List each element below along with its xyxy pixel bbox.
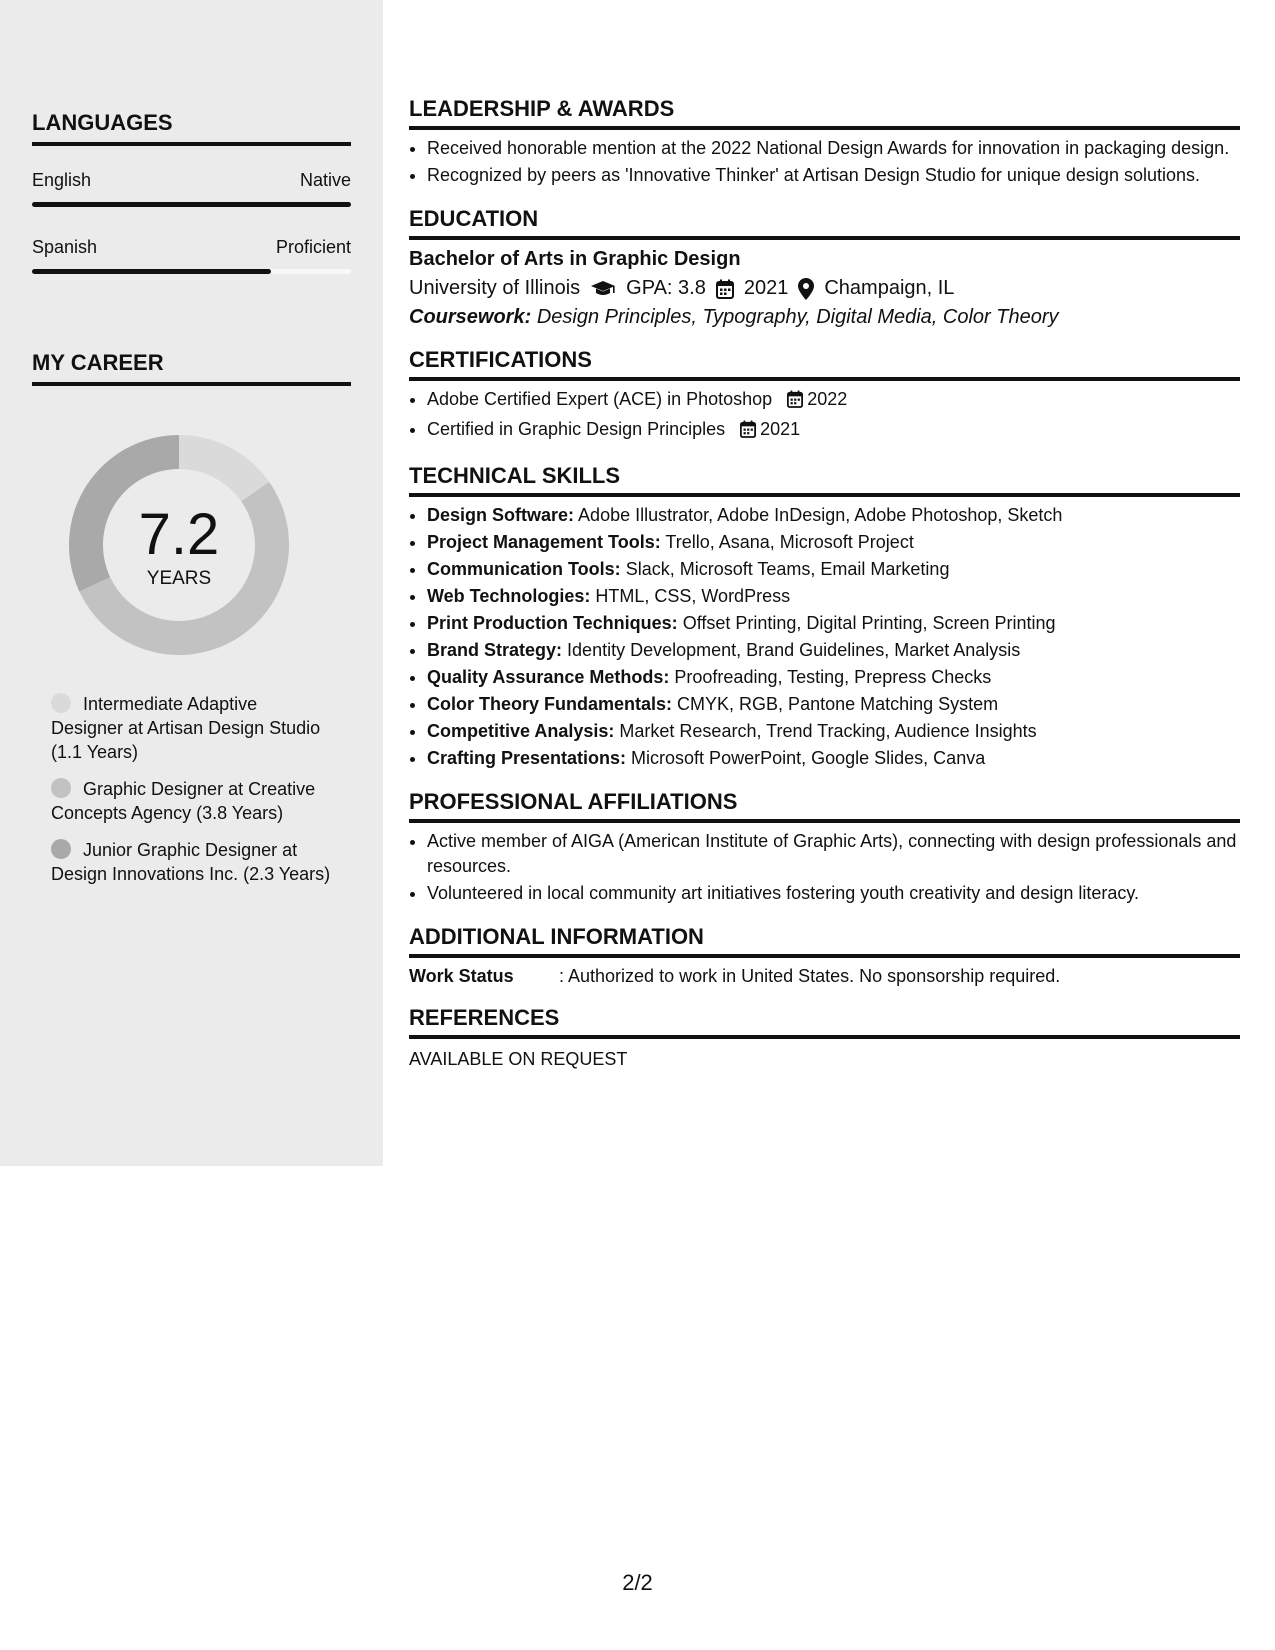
- sidebar: [0, 0, 383, 1166]
- list-item: [427, 611, 1240, 636]
- certifications-list: [409, 387, 1240, 445]
- work-status-label: Work Status: [409, 966, 514, 986]
- education-heading: EDUCATION: [409, 206, 1240, 240]
- skill-value: Slack, Microsoft Teams, Email Marketing: [625, 559, 950, 579]
- skill-label: Design Software:: [427, 505, 575, 525]
- certification-year: 2021: [760, 419, 801, 439]
- calendar-icon: [740, 420, 756, 445]
- skills-heading: TECHNICAL SKILLS: [409, 463, 1240, 497]
- education-section: [409, 206, 1240, 329]
- donut-center: [64, 430, 294, 660]
- skill-label: Print Production Techniques:: [427, 613, 678, 633]
- education-gpa: GPA: 3.8: [626, 277, 706, 299]
- certification-name: Certified in Graphic Design Principles: [427, 419, 726, 439]
- skill-label: Brand Strategy:: [427, 640, 563, 660]
- list-item: [427, 557, 1240, 582]
- education-year: 2021: [743, 277, 789, 299]
- certifications-heading: CERTIFICATIONS: [409, 347, 1240, 381]
- skill-label: Color Theory Fundamentals:: [427, 694, 673, 714]
- certification-year: 2022: [807, 389, 848, 409]
- legend-label: Graphic Designer at Creative Concepts Agency (3.8 Years): [51, 779, 316, 823]
- affiliations-section: [409, 789, 1240, 906]
- affiliations-heading: PROFESSIONAL AFFILIATIONS: [409, 789, 1240, 823]
- skill-label: Project Management Tools:: [427, 532, 661, 552]
- education-coursework: [409, 306, 1240, 329]
- affiliations-list: [409, 829, 1240, 906]
- certification-name: Adobe Certified Expert (ACE) in Photoshop: [427, 389, 773, 409]
- work-status-row: [409, 966, 1240, 987]
- leadership-list: [409, 136, 1240, 188]
- career-total-years: 7.2: [138, 502, 220, 567]
- list-item: • Active member of AIGA (American Institute of Graphic Arts), connecting with design professionals and resources.: [427, 829, 1240, 879]
- language-item-english: [32, 170, 351, 207]
- location-pin-icon: [798, 278, 814, 300]
- skill-value: Trello, Asana, Microsoft Project: [665, 532, 914, 552]
- list-item: • Volunteered in local community art initiatives fostering youth creativity and design literacy.: [427, 881, 1240, 906]
- language-proficiency-bar: [32, 269, 351, 274]
- leadership-section: [409, 96, 1240, 188]
- page-number: 2/2: [622, 1570, 653, 1595]
- list-item: • Received honorable mention at the 2022 National Design Awards for innovation in packaging design.: [427, 136, 1240, 161]
- legend-dot: [51, 778, 71, 798]
- skill-label: Competitive Analysis:: [427, 721, 615, 741]
- legend-item: [51, 777, 331, 825]
- language-proficiency-fill: [32, 269, 271, 274]
- list-item: [427, 746, 1240, 771]
- career-section: [32, 350, 351, 386]
- education-location: Champaign, IL: [824, 277, 955, 299]
- skill-label: Web Technologies:: [427, 586, 591, 606]
- language-item-spanish: [32, 237, 351, 274]
- skill-value: Microsoft PowerPoint, Google Slides, Canva: [631, 748, 986, 768]
- legend-dot: [51, 839, 71, 859]
- legend-item: [51, 838, 331, 886]
- legend-item: [51, 692, 331, 764]
- list-item: [427, 692, 1240, 717]
- education-details: [409, 277, 1240, 300]
- list-item: • Recognized by peers as 'Innovative Thinker' at Artisan Design Studio for unique design solutions.: [427, 163, 1240, 188]
- main-content: [409, 96, 1240, 1088]
- skill-value: Market Research, Trend Tracking, Audience Insights: [619, 721, 1037, 741]
- education-school: University of Illinois: [409, 277, 581, 299]
- calendar-icon: [716, 279, 734, 299]
- legend-dot: [51, 693, 71, 713]
- references-section: [409, 1005, 1240, 1070]
- additional-info-section: [409, 924, 1240, 987]
- legend-label: Junior Graphic Designer at Design Innovations Inc. (2.3 Years): [51, 840, 331, 884]
- language-name: Spanish: [32, 237, 98, 257]
- coursework-label: Coursework:: [409, 306, 532, 328]
- list-item: [427, 503, 1240, 528]
- skills-section: [409, 463, 1240, 771]
- skill-label: Crafting Presentations:: [427, 748, 627, 768]
- list-item: [427, 530, 1240, 555]
- skill-value: Offset Printing, Digital Printing, Screen Printing: [682, 613, 1056, 633]
- career-legend: [51, 692, 331, 899]
- skill-value: Adobe Illustrator, Adobe InDesign, Adobe Photoshop, Sketch: [578, 505, 1063, 525]
- career-donut-chart: [64, 430, 294, 660]
- skill-value: Identity Development, Brand Guidelines, Market Analysis: [567, 640, 1021, 660]
- references-text: AVAILABLE ON REQUEST: [409, 1049, 628, 1069]
- references-heading: REFERENCES: [409, 1005, 1240, 1039]
- skills-list: [409, 503, 1240, 771]
- languages-heading: LANGUAGES: [32, 110, 351, 146]
- language-level: Proficient: [275, 237, 351, 257]
- language-proficiency-fill: [32, 202, 351, 207]
- language-proficiency-bar: [32, 202, 351, 207]
- graduation-cap-icon: [590, 280, 616, 298]
- skill-label: Quality Assurance Methods:: [427, 667, 670, 687]
- skill-value: HTML, CSS, WordPress: [595, 586, 791, 606]
- list-item: [427, 719, 1240, 744]
- list-item: [427, 638, 1240, 663]
- work-status-value: : Authorized to work in United States. No sponsorship required.: [559, 966, 1061, 986]
- legend-label: Intermediate Adaptive Designer at Artisan Design Studio (1.1 Years): [51, 694, 321, 762]
- skill-value: CMYK, RGB, Pantone Matching System: [677, 694, 999, 714]
- language-name: English: [32, 170, 92, 190]
- education-degree: Bachelor of Arts in Graphic Design: [409, 248, 741, 270]
- career-years-unit: YEARS: [146, 568, 212, 589]
- language-level: Native: [299, 170, 351, 190]
- list-item: [427, 417, 1240, 445]
- additional-info-heading: ADDITIONAL INFORMATION: [409, 924, 1240, 958]
- list-item: [427, 665, 1240, 690]
- list-item: [427, 387, 1240, 415]
- coursework-value: Design Principles, Typography, Digital Media, Color Theory: [536, 306, 1059, 328]
- certifications-section: [409, 347, 1240, 445]
- languages-section: [32, 110, 351, 274]
- career-heading: MY CAREER: [32, 350, 351, 386]
- calendar-icon: [787, 390, 803, 415]
- skill-value: Proofreading, Testing, Prepress Checks: [674, 667, 992, 687]
- skill-label: Communication Tools:: [427, 559, 621, 579]
- list-item: [427, 584, 1240, 609]
- leadership-heading: LEADERSHIP & AWARDS: [409, 96, 1240, 130]
